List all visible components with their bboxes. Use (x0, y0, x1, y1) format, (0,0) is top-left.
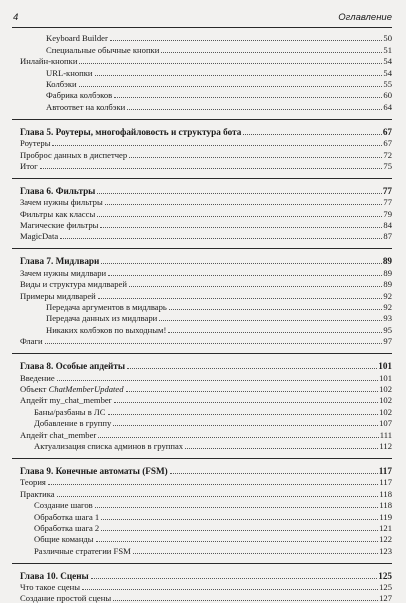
toc-entry-title: Практика (20, 488, 55, 499)
toc-entry (20, 544, 392, 555)
toc-entry-title: Общие команды (34, 534, 94, 545)
toc-entry (20, 510, 392, 521)
dot-leader (161, 51, 382, 53)
toc-entry (20, 137, 392, 148)
toc-entry-title: Передача данных из мидлвари (46, 313, 158, 324)
toc-chapter (20, 358, 392, 371)
toc-page-number: 89 (382, 256, 392, 267)
toc-page-number: 127 (379, 593, 392, 603)
toc-entry-title: Роутеры (20, 138, 51, 149)
dot-leader (91, 577, 378, 579)
toc-entry (20, 405, 392, 416)
toc-entry (20, 476, 392, 487)
dot-leader (95, 74, 383, 76)
dot-leader (185, 447, 378, 449)
dot-leader (96, 540, 379, 542)
toc-entry-title: Глава 10. Сцены (20, 570, 89, 581)
chapter-divider (12, 119, 392, 120)
table-of-contents (20, 32, 392, 603)
toc-page-number: 72 (383, 149, 392, 160)
toc-entry-title: Обработка шага 1 (34, 511, 100, 522)
toc-entry (20, 440, 392, 451)
toc-page-number: 67 (383, 138, 392, 149)
toc-page-number: 117 (378, 465, 392, 476)
toc-entry (20, 499, 392, 510)
dot-leader (108, 413, 379, 415)
toc-entry (20, 417, 392, 428)
toc-page-number: 64 (383, 101, 392, 112)
dot-leader (98, 436, 378, 438)
toc-entry (20, 160, 392, 171)
toc-entry-title: Глава 7. Мидлвари (20, 256, 100, 267)
dot-leader (60, 237, 382, 239)
dot-leader (243, 133, 382, 135)
dot-leader (114, 401, 379, 403)
chapter-divider (12, 563, 392, 564)
toc-entry (20, 428, 392, 439)
toc-entry (20, 89, 392, 100)
toc-page-number: 118 (379, 500, 392, 511)
dot-leader (168, 331, 382, 333)
dot-leader (45, 342, 383, 344)
toc-page-number: 102 (379, 406, 392, 417)
toc-entry (20, 78, 392, 89)
toc-entry-title: Создание простой сцены (20, 593, 112, 603)
chapter-divider (12, 248, 392, 249)
toc-page-number: 54 (383, 67, 392, 78)
toc-entry (20, 592, 392, 603)
toc-entry (20, 55, 392, 66)
toc-page-number: 84 (383, 220, 392, 231)
toc-page-number: 92 (383, 302, 392, 313)
dot-leader (110, 39, 383, 41)
toc-entry (20, 43, 392, 54)
toc-entry (20, 148, 392, 159)
page-number: 4 (13, 12, 19, 23)
toc-page-number: 67 (382, 126, 392, 137)
toc-page-number: 75 (383, 160, 392, 171)
toc-page-number: 121 (379, 522, 392, 533)
dot-leader (169, 308, 383, 310)
toc-page-number: 111 (379, 429, 392, 440)
toc-entry-title: Добавление в группу (34, 418, 112, 429)
dot-leader (127, 108, 382, 110)
dot-leader (133, 552, 378, 554)
toc-entry-title: MagicData (20, 231, 59, 242)
toc-entry-title: Объект ChatMemberUpdated (20, 383, 124, 394)
toc-entry-title: Проброс данных в диспетчер (20, 149, 128, 160)
dot-leader (108, 274, 382, 276)
toc-entry (20, 32, 392, 43)
toc-entry-title: Автоответ на колбэки (46, 101, 126, 112)
toc-entry-title: Что такое сцены (20, 582, 81, 593)
toc-page-number: 50 (383, 33, 392, 44)
dot-leader (97, 192, 381, 194)
toc-entry-title: Баны/разбаны в ЛС (34, 406, 106, 417)
toc-entry-title: Обработка шага 2 (34, 522, 100, 533)
toc-page-number: 101 (378, 361, 392, 372)
toc-entry (20, 522, 392, 533)
page-header (12, 5, 392, 28)
toc-entry-title: Зачем нужны фильтры (20, 197, 103, 208)
toc-entry-title: Колбэки (46, 78, 77, 89)
toc-entry-title: Флаги (20, 336, 43, 347)
toc-page-number: 123 (379, 545, 392, 556)
dot-leader (79, 62, 382, 64)
toc-entry-title: Глава 5. Роутеры, многофайловость и структура бота (20, 126, 242, 137)
toc-entry-title: Апдейт chat_member (20, 429, 97, 440)
dot-leader (57, 495, 379, 497)
toc-entry (20, 312, 392, 323)
toc-entry-title: Глава 9. Конечные автоматы (FSM) (20, 465, 168, 476)
dot-leader (105, 203, 383, 205)
toc-entry-title: URL-кнопки (46, 67, 93, 78)
dot-leader (57, 379, 378, 381)
dot-leader (101, 529, 378, 531)
dot-leader (113, 424, 378, 426)
toc-page-number: 95 (383, 324, 392, 335)
toc-entry (20, 487, 392, 498)
dot-leader (101, 262, 381, 264)
toc-chapter (20, 568, 392, 581)
toc-entry-title: Передача аргументов в мидлварь (46, 302, 167, 313)
dot-leader (98, 297, 383, 299)
toc-chapter (20, 183, 392, 196)
toc-entry (20, 581, 392, 592)
toc-entry (20, 100, 392, 111)
toc-entry-title: Актуализация списка админов в группах (34, 440, 184, 451)
toc-page-number: 125 (378, 570, 392, 581)
toc-chapter (20, 253, 392, 266)
toc-entry-title: Фабрика колбэков (46, 90, 113, 101)
toc-entry (20, 266, 392, 277)
toc-chapter (20, 124, 392, 137)
toc-entry-title: Апдейт my_chat_member (20, 395, 112, 406)
toc-entry (20, 533, 392, 544)
running-title: Оглавление (338, 12, 392, 23)
toc-entry-title: Фильтры как классы (20, 208, 96, 219)
toc-entry (20, 219, 392, 230)
dot-leader (126, 390, 379, 392)
toc-entry-title-italic: ChatMemberUpdated (48, 383, 124, 394)
toc-entry-title: Виды и структура мидлварей (20, 279, 127, 290)
dot-leader (95, 506, 379, 508)
dot-leader (79, 85, 383, 87)
toc-entry (20, 371, 392, 382)
toc-page-number: 89 (383, 267, 392, 278)
toc-page-number: 55 (383, 78, 392, 89)
toc-page-number: 97 (383, 336, 392, 347)
toc-entry-title: Зачем нужны мидлвари (20, 267, 107, 278)
toc-entry (20, 383, 392, 394)
toc-entry (20, 394, 392, 405)
toc-entry-title: Теория (20, 477, 46, 488)
toc-page-number: 77 (382, 185, 392, 196)
dot-leader (113, 599, 378, 601)
toc-entry-title: Никаких колбэков по выходным! (46, 324, 167, 335)
dot-leader (114, 96, 382, 98)
toc-entry (20, 207, 392, 218)
toc-page-number: 112 (379, 440, 392, 451)
dot-leader (129, 285, 382, 287)
toc-page-number: 101 (379, 372, 392, 383)
toc-page-number: 93 (383, 313, 392, 324)
chapter-divider (12, 178, 392, 179)
toc-entry (20, 289, 392, 300)
toc-page-number: 54 (383, 56, 392, 67)
toc-entry-title: Специальные обычные кнопки (46, 44, 160, 55)
toc-page-number: 51 (383, 44, 392, 55)
toc-entry-title: Примеры мидлварей (20, 290, 96, 301)
toc-entry-title: Магические фильтры (20, 220, 99, 231)
toc-entry-title: Итог (20, 160, 38, 171)
toc-entry (20, 196, 392, 207)
dot-leader (101, 518, 378, 520)
chapter-divider (12, 353, 392, 354)
toc-page-number: 89 (383, 279, 392, 290)
dot-leader (170, 472, 378, 474)
toc-entry-title: Введение (20, 372, 55, 383)
dot-leader (52, 144, 382, 146)
toc-entry-title: Глава 6. Фильтры (20, 185, 96, 196)
toc-entry-title: Инлайн-кнопки (20, 56, 78, 67)
toc-page-number: 77 (383, 197, 392, 208)
toc-entry (20, 66, 392, 77)
toc-page-number: 107 (379, 418, 392, 429)
toc-entry-title: Keyboard Builder (46, 33, 108, 44)
dot-leader (40, 167, 383, 169)
dot-leader (159, 319, 382, 321)
toc-page-number: 87 (383, 231, 392, 242)
toc-page-number: 119 (379, 511, 392, 522)
dot-leader (97, 215, 382, 217)
toc-page-number: 125 (379, 582, 392, 593)
toc-entry-title: Глава 8. Особые апдейты (20, 361, 126, 372)
toc-entry (20, 335, 392, 346)
dot-leader (127, 367, 377, 369)
toc-entry-title: Создание шагов (34, 500, 93, 511)
toc-entry (20, 323, 392, 334)
toc-chapter (20, 463, 392, 476)
dot-leader (48, 483, 379, 485)
dot-leader (100, 226, 382, 228)
toc-page-number: 117 (379, 477, 392, 488)
chapter-divider (12, 458, 392, 459)
toc-entry (20, 301, 392, 312)
toc-entry (20, 230, 392, 241)
toc-entry (20, 278, 392, 289)
toc-page-number: 60 (383, 90, 392, 101)
toc-page-number: 79 (383, 208, 392, 219)
toc-page-number: 118 (379, 488, 392, 499)
toc-page-number: 122 (379, 534, 392, 545)
toc-page-number: 102 (379, 383, 392, 394)
toc-page-number: 102 (379, 395, 392, 406)
toc-page-number: 92 (383, 290, 392, 301)
dot-leader (129, 156, 382, 158)
toc-entry-title: Различные стратегии FSM (34, 545, 131, 556)
